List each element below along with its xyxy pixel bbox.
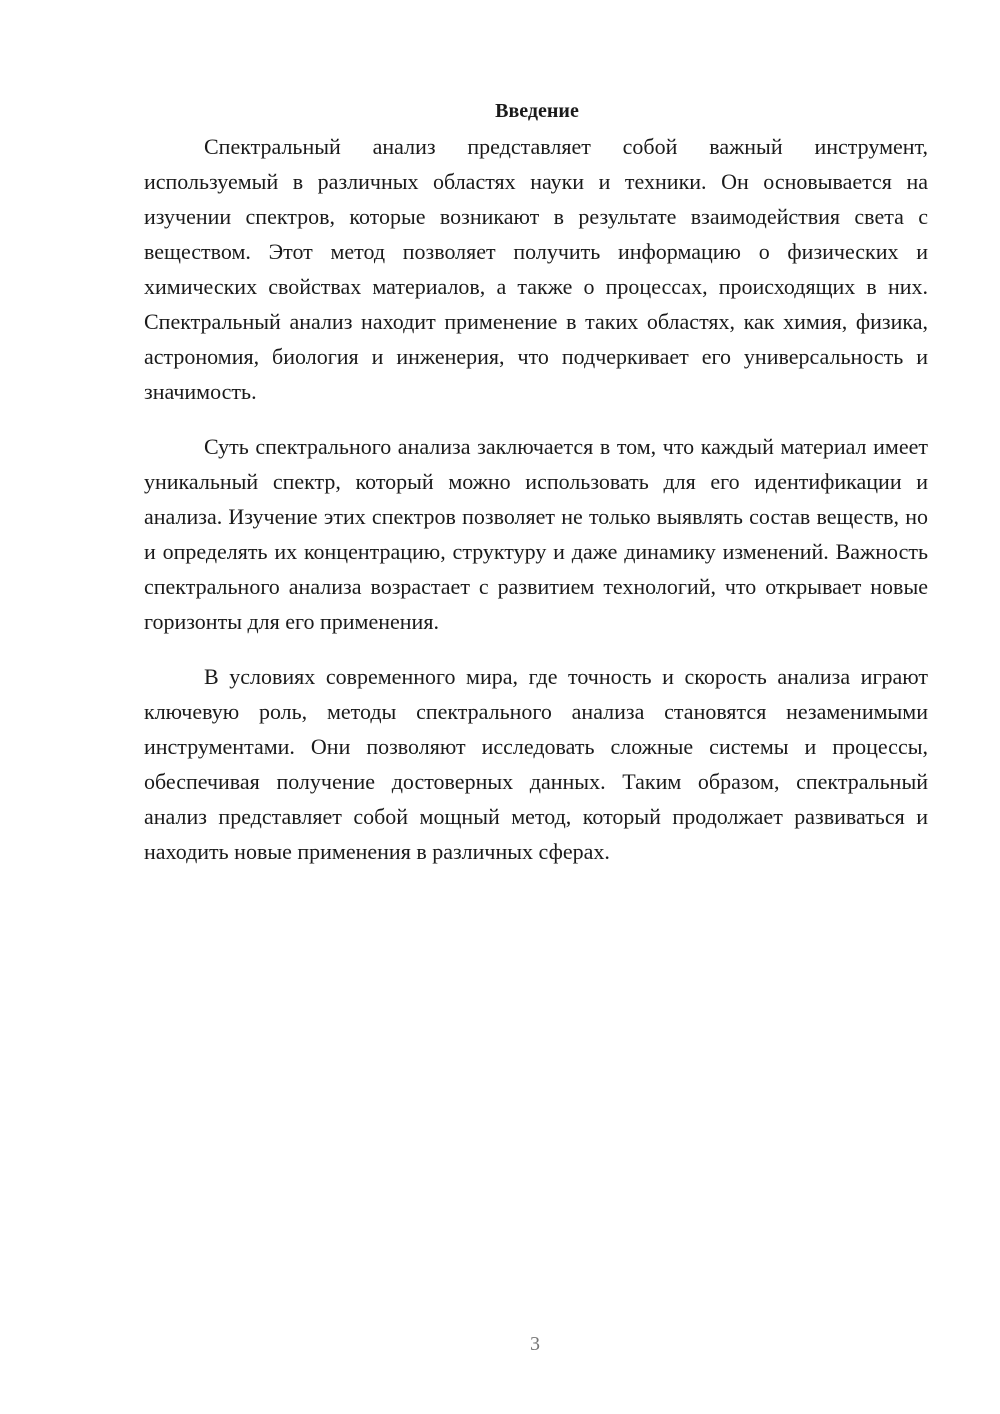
section-heading: Введение (495, 100, 579, 122)
paragraph-1: Спектральный анализ представляет собой важный инструмент, используемый в различных областях науки и техники. Он основывается на изучении спектров, которые возникают в результате взаимодействия света с веществом. Этот метод позволяет получить информацию о физических и химических свойствах материалов, а также о процессах, происходящих в них. Спектральный анализ находит применение в таких областях, как химия, физика, астрономия, биология и инженерия, что подчеркивает его универсальность и значимость. (144, 134, 928, 404)
paragraph-2: Суть спектрального анализа заключается в том, что каждый материал имеет уникальный спектр, который можно использовать для его идентификации и анализа. Изучение этих спектров позволяет не только выявлять состав веществ, но и определять их концентрацию, структуру и даже динамику изменений. Важность спектрального анализа возрастает с развитием технологий, что открывает новые горизонты для его применения. (144, 434, 928, 634)
document-page (144, 96, 928, 889)
page-number: 3 (530, 1333, 540, 1355)
paragraph-3: В условиях современного мира, где точность и скорость анализа играют ключевую роль, методы спектрального анализа становятся незаменимыми инструментами. Они позволяют исследовать сложные системы и процессы, обеспечивая получение достоверных данных. Таким образом, спектральный анализ представляет собой мощный метод, который продолжает развиваться и находить новые применения в различных сферах. (144, 664, 928, 864)
